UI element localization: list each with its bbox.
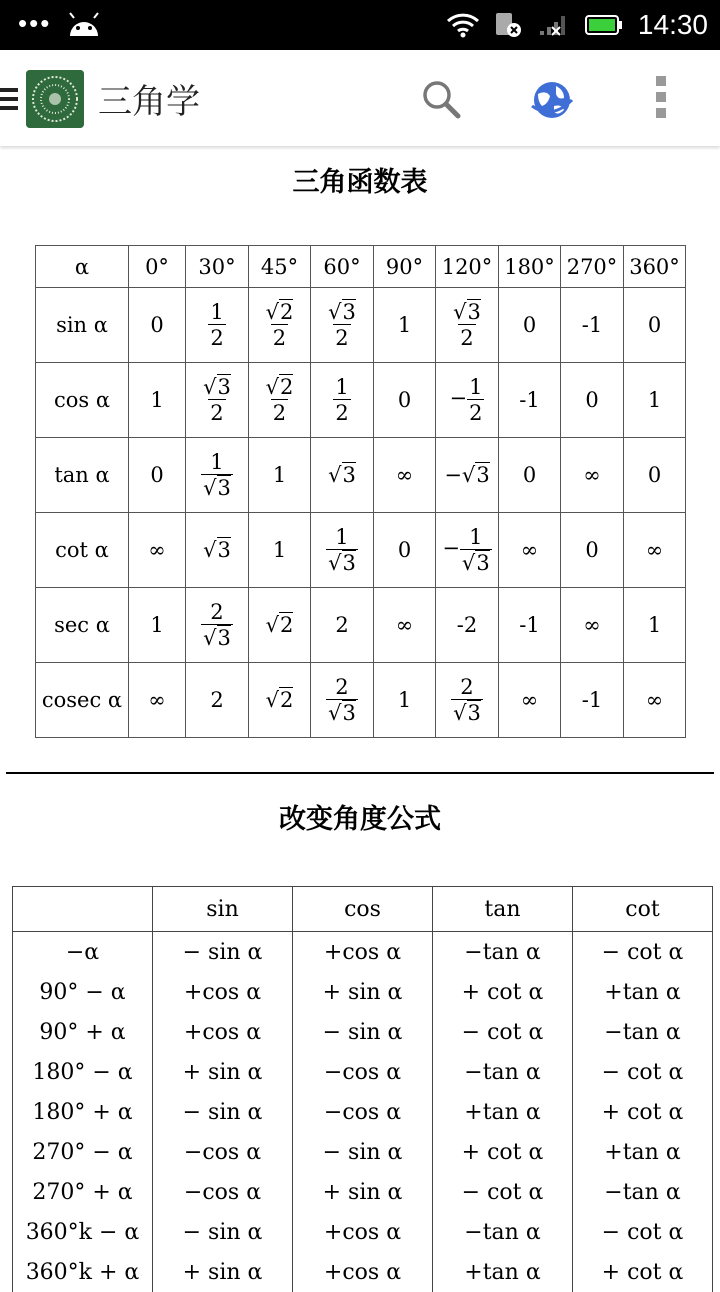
cell: −tan α [573,1012,713,1052]
cell: 0 [374,513,436,588]
cell: √2 [249,588,311,663]
cell: 1 [624,363,686,438]
row-label: cot α [36,513,129,588]
cell: +cos α [293,932,433,973]
cell: −tan α [433,932,573,973]
angle-cell: 90° − α [13,972,153,1012]
cell: +tan α [573,972,713,1012]
cell: ∞ [499,663,561,738]
cell: + cot α [573,1092,713,1132]
cell: − cot α [573,932,713,973]
app-title: 三角学 [98,82,200,122]
battery-icon [584,13,624,37]
header-cell: 180° [499,246,561,288]
cell: $\frac{√2}{2}$ [249,363,311,438]
section-divider [6,772,714,774]
cell: $\frac{2}{√3}$ [436,663,499,738]
row-label: tan α [36,438,129,513]
cell: ∞ [561,438,624,513]
angle-cell: 360°k − α [13,1212,153,1252]
angle-cell: 270° + α [13,1172,153,1212]
table-header-row [36,246,686,288]
cell: $\frac{1}{2}$ [186,288,249,363]
globe-icon[interactable] [528,76,576,124]
cell: +cos α [293,1252,433,1292]
table-row [13,1252,713,1292]
cell: 1 [374,288,436,363]
cell: $\frac{√3}{2}$ [186,363,249,438]
cell: −tan α [433,1212,573,1252]
cell: + cot α [573,1252,713,1292]
table-row [36,438,686,513]
cell: $\frac{1}{√3}$ [311,513,374,588]
cell: 1 [624,588,686,663]
cell: − cot α [573,1052,713,1092]
cell: −√3 [436,438,499,513]
cell: − cot α [433,1012,573,1052]
header-cell: 120° [436,246,499,288]
header-cell [13,887,153,932]
cell: -1 [499,363,561,438]
cell: −cos α [153,1172,293,1212]
cell: +cos α [153,972,293,1012]
cell: $\frac{√3}{2}$ [311,288,374,363]
trig-values-table [35,245,686,738]
cell: 1 [249,513,311,588]
table-row [36,588,686,663]
cell: 2 [311,588,374,663]
search-icon[interactable] [420,78,462,120]
cell: ∞ [624,663,686,738]
cell: ∞ [561,588,624,663]
header-cell: 90° [374,246,436,288]
header-cell: cos [293,887,433,932]
table-row [13,1212,713,1252]
angle-cell: 90° + α [13,1012,153,1052]
status-bar [0,0,720,50]
table-row [36,663,686,738]
cell: 2 [186,663,249,738]
cell: +cos α [153,1012,293,1052]
cell: + sin α [153,1252,293,1292]
header-cell: cot [573,887,713,932]
cell: + cot α [433,972,573,1012]
sim-icon [494,11,524,39]
cell: -1 [561,288,624,363]
cell: +cos α [293,1212,433,1252]
cell: √3 [311,438,374,513]
cell: -1 [499,588,561,663]
table-row [36,288,686,363]
cell: 1 [129,588,186,663]
cell: 0 [561,513,624,588]
app-bar [0,50,720,146]
angle-cell: 270° − α [13,1132,153,1172]
cell: −tan α [433,1052,573,1092]
table-row [13,1132,713,1172]
table-header-row [13,887,713,932]
trig-table-title: 三角函数表 [292,167,428,198]
cell: ∞ [499,513,561,588]
cell: $\frac{2}{√3}$ [311,663,374,738]
cell: + sin α [153,1052,293,1092]
cell: − sin α [293,1012,433,1052]
cell: $\frac{1}{√3}$ [186,438,249,513]
table-row [13,972,713,1012]
header-cell: 0° [129,246,186,288]
cell: + cot α [433,1132,573,1172]
angle-change-title: 改变角度公式 [279,804,441,835]
cell: − sin α [153,1092,293,1132]
cell: ∞ [374,438,436,513]
clock: 14:30 [637,9,708,40]
cell: − cot α [573,1212,713,1252]
cell: 0 [561,363,624,438]
notification-dots: ••• [18,8,52,38]
cell: -1 [561,663,624,738]
cell: ∞ [374,588,436,663]
cell: 0 [624,288,686,363]
menu-icon[interactable] [0,88,18,110]
cell: ∞ [129,513,186,588]
cell: $\frac{1}{2}$ [311,363,374,438]
header-cell: 360° [624,246,686,288]
app-logo[interactable] [26,70,84,128]
cell: − sin α [293,1132,433,1172]
row-label: cos α [36,363,129,438]
header-cell: α [36,246,129,288]
row-label: sec α [36,588,129,663]
cell: 0 [129,438,186,513]
table-row [36,513,686,588]
cell: $\frac{√3}{2}$ [436,288,499,363]
cell: 0 [624,438,686,513]
table-row [13,1052,713,1092]
cell: √3 [186,513,249,588]
cell: + sin α [293,1172,433,1212]
cell: +tan α [433,1092,573,1132]
angle-cell: 360°k + α [13,1252,153,1292]
cell: 1 [374,663,436,738]
table-row [36,363,686,438]
cell: 0 [499,438,561,513]
row-label: sin α [36,288,129,363]
header-cell: sin [153,887,293,932]
cell: + sin α [293,972,433,1012]
cell: +tan α [433,1252,573,1292]
cell: −cos α [293,1052,433,1092]
cell: -2 [436,588,499,663]
angle-cell: 180° + α [13,1092,153,1132]
table-row [13,1092,713,1132]
header-cell: 60° [311,246,374,288]
cell: 1 [129,363,186,438]
cell: − $\frac{1}{2}$ [436,363,499,438]
angle-cell: 180° − α [13,1052,153,1092]
header-cell: 30° [186,246,249,288]
cell: −cos α [153,1132,293,1172]
cell: − $\frac{1}{√3}$ [436,513,499,588]
header-cell: 45° [249,246,311,288]
overflow-menu-icon[interactable] [656,76,670,122]
cell: $\frac{√2}{2}$ [249,288,311,363]
cell: ∞ [129,663,186,738]
wifi-icon [446,12,480,38]
cell: ∞ [624,513,686,588]
table-row [13,932,713,973]
signal-icon [538,13,570,37]
cell: $\frac{2}{√3}$ [186,588,249,663]
angle-cell: −α [13,932,153,973]
android-icon [66,12,102,38]
row-label: cosec α [36,663,129,738]
cell: 1 [249,438,311,513]
cell: 0 [129,288,186,363]
header-cell: tan [433,887,573,932]
cell: −cos α [293,1092,433,1132]
table-row [13,1012,713,1052]
table-row [13,1172,713,1212]
angle-change-table [12,886,713,1292]
cell: √2 [249,663,311,738]
cell: − cot α [433,1172,573,1212]
cell: 0 [374,363,436,438]
cell: − sin α [153,1212,293,1252]
cell: −tan α [573,1172,713,1212]
cell: − sin α [153,932,293,973]
cell: +tan α [573,1132,713,1172]
header-cell: 270° [561,246,624,288]
cell: 0 [499,288,561,363]
